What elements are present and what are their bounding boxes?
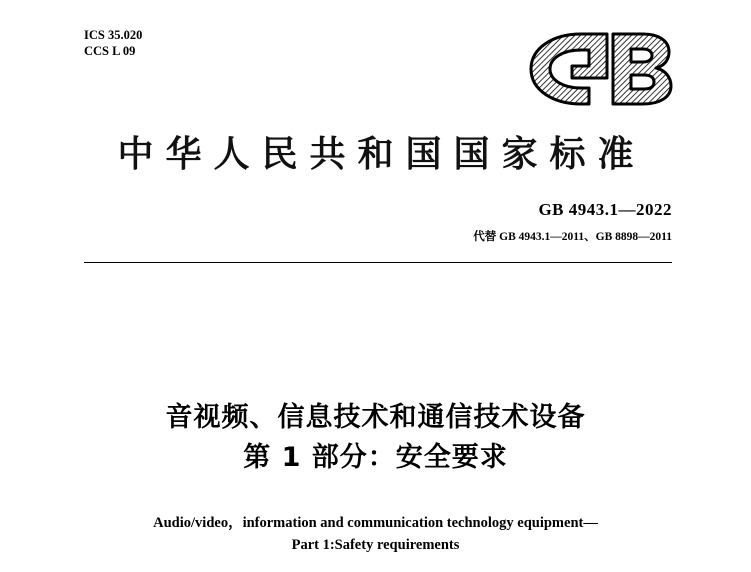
gb-emblem-logo <box>523 30 673 108</box>
document-title-cn <box>0 398 751 478</box>
document-title-en <box>0 512 751 557</box>
document-title-en-line2: Part 1:Safety requirements <box>291 537 460 554</box>
replaces-note: 代替 GB 4943.1—2011、GB 8898—2011 <box>473 231 672 243</box>
header-divider <box>84 262 672 263</box>
document-title-en-line1: Audio/video，information and communication technology equipment— <box>153 515 598 531</box>
standard-series-title: 中华人民共和国国家标准 <box>117 134 646 175</box>
classification-codes <box>84 27 142 59</box>
ics-code: ICS 35.020 <box>84 28 143 42</box>
ccs-code: CCS L 09 <box>84 44 136 58</box>
standard-number: GB 4943.1—2022 <box>538 200 672 219</box>
document-title-cn-line1: 音视频、信息技术和通信技术设备 <box>165 402 586 433</box>
document-title-cn-line2: 第 1 部分：安全要求 <box>243 441 508 473</box>
